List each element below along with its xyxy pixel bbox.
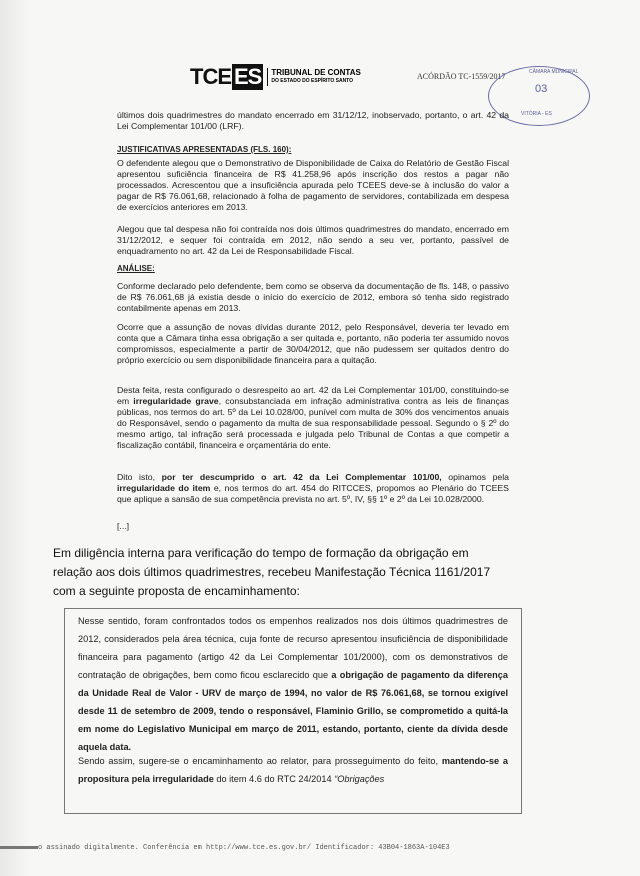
box-paragraph-1: Nesse sentido, foram confrontados todos os empenhos realizados nos dois últimos quadrimestres de 2012, considerados pela área técnica, cuja fonte de recurso apresentou insuficiência de disponibilidade financeira para pagamento (artigo 42 da Lei Complementar 101/2000), com os demonstrativos de contratação de obrigações, bem como ficou esclarecido que a obrigação de pagamento da diferença da Unidade Real de Valor - URV de março de 1994, no valor de R$ 76.061,68, se tornou exigível desde 11 de setembro de 2009, tendo o responsável, Flaminio Grillo, se comprometido a quitá-la em nome do Legislativo Municipal em março de 2011, estando, portanto, ciente da dívida desde aquela data. bbox=[78, 616, 508, 752]
stamp-number: 03 bbox=[535, 83, 548, 95]
logo-line2: DO ESTADO DO ESPÍRITO SANTO bbox=[271, 78, 354, 84]
quote-paragraph-1: O defendente alegou que o Demonstrativo de Disponibilidade de Caixa do Relatório de Gestão Fiscal apresentou suficiência financeira de R$ 41.258,96 após inscrição dos restos a pagar não processados. Acrescentou que a insuficiência apurada pelo TCEES deve-se à inclusão do valor a pagar de R$ 76.061,68, relacionado à folha de pagamento de servidores, contabilizada em despesa de exercícios anteriores em 2013. bbox=[117, 158, 509, 212]
acordao-number: ACÓRDÃO TC-1559/2017 bbox=[417, 72, 506, 81]
stamp-bottom-text: VITÓRIA - ES bbox=[521, 111, 552, 117]
quote-intro: últimos dois quadrimestres do mandato encerrado em 31/12/12, inobservado, portanto, o art. 42 da Lei Complementar 101/00 (LRF). bbox=[117, 110, 509, 131]
stamp-top-text: CÂMARA MUNICIPAL bbox=[529, 69, 579, 75]
main-paragraph: Em diligência interna para verificação do tempo de formação da obrigação em relação aos dois últimos quadrimestres, recebeu Manifestação Técnica 1161/2017 com a seguinte proposta de encaminhamento: bbox=[53, 546, 491, 598]
tcees-logo bbox=[190, 64, 361, 90]
quote-paragraph-5: Desta feita, resta configurado o desrespeito ao art. 42 da Lei Complementar 101/00, constituindo-se em irregularidade grave, consubstanciada em infração administrativa contra as leis de finanças públicas, nos termos do art. 5º da Lei 10.028/00, punível com multa de 30% dos vencimentos anuais do Responsável, sendo o pagamento da multa de sua responsabilidade pessoal. Segundo o § 2º do mesmo artigo, tal infração será processada e julgada pelo Tribunal de Contas a que competir a fiscalização contábil, financeira e orçamentária do ente. bbox=[117, 385, 509, 450]
logo-line1: TRIBUNAL DE CONTAS bbox=[271, 68, 361, 77]
logo-text: TCE ES bbox=[190, 64, 262, 89]
footer-text: o assinado digitalmente. Conferência em http://www.tce.es.gov.br/ Identificador: 43B04-1863A-104E3 bbox=[38, 844, 450, 852]
quote-paragraph-6: Dito isto, por ter descumprido o art. 42 da Lei Complementar 101/00, opinamos pela irregularidade do item e, nos termos do art. 454 do RITCCES, propomos ao Plenário do TCEES que aplique a sansão de sua competência prevista no art. 5º, IV, §§ 1º e 2º da Lei 10.028/2000. bbox=[117, 472, 510, 504]
box-paragraph-2: Sendo assim, sugere-se o encaminhamento ao relator, para prosseguimento do feito, mantendo-se a propositura pela irregularidade do item 4.6 do RTC 24/2014 “Obrigações bbox=[78, 756, 508, 784]
quote-paragraph-3: Conforme declarado pelo defendente, bem como se observa da documentação de fls. 148, o passivo de R$ 76.061,68 já existia desde o início do exercício de 2012, embora só tenha sido registrado contabilmente apenas em 2013. bbox=[117, 281, 509, 313]
quote-paragraph-2: Alegou que tal despesa não foi contraída nos dois últimos quadrimestres do mandato, encerrado em 31/12/2012, e sequer foi contraída em 2012, não sendo a seu ver, portanto, passível de enquadramento no art. 42 da Lei de Responsabilidade Fiscal. bbox=[117, 224, 509, 256]
footer-bar bbox=[0, 846, 38, 849]
quote-paragraph-4: Ocorre que a assunção de novas dívidas durante 2012, pelo Responsável, deveria ter levado em conta que a Câmara tinha essa obrigação a ser quitada e, portanto, não poderia ter assumido novos compromissos, especialmente a partir de 30/04/2012, que não pudessem ser quitados dentro do próprio exercício ou sem disponibilidade financeira para a quitação. bbox=[117, 322, 509, 365]
analise-heading: ANÁLISE: bbox=[117, 264, 155, 273]
digital-signature-footer bbox=[0, 844, 450, 852]
logo-subtitle bbox=[267, 68, 360, 86]
scan-shadow bbox=[0, 0, 30, 876]
quote-ellipsis: [...] bbox=[117, 521, 130, 531]
justificativas-heading: JUSTIFICATIVAS APRESENTADAS (FLS. 160): bbox=[117, 145, 292, 154]
